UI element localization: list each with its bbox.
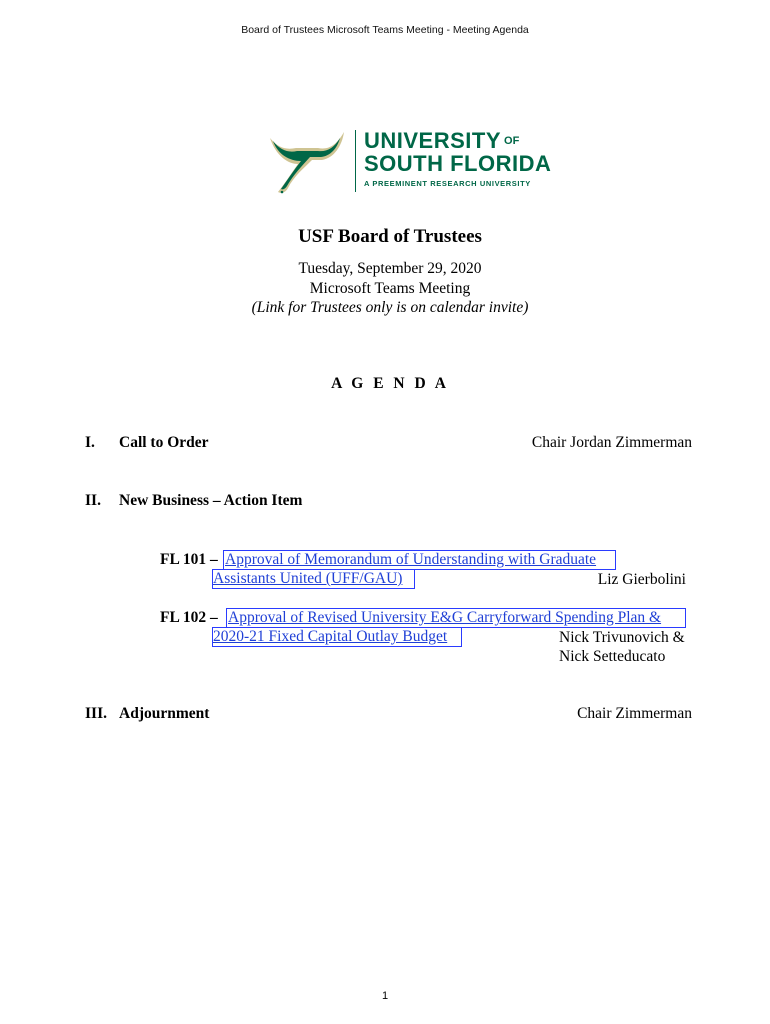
item-presenter-fl102-line1: Nick Trivunovich &	[559, 629, 685, 646]
logo-tagline: A PREEMINENT RESEARCH UNIVERSITY	[364, 179, 531, 188]
section-title-adjournment: Adjournment	[119, 705, 210, 722]
logo-university-text: UNIVERSITY	[364, 128, 502, 153]
item-link-fl101-line2[interactable]: Assistants United (UFF/GAU)	[213, 570, 403, 587]
logo-divider	[355, 130, 356, 192]
section-number: I.	[85, 434, 95, 451]
meeting-venue: Microsoft Teams Meeting	[309, 280, 471, 297]
running-header: Board of Trustees Microsoft Teams Meeting - Meeting Agenda	[241, 24, 529, 36]
section-number: II.	[85, 492, 101, 509]
agenda-heading: A G E N D A	[331, 375, 449, 392]
logo-of-text: OF	[504, 135, 520, 147]
bull-horns-logo-icon	[264, 124, 350, 198]
section-presenter: Chair Jordan Zimmerman	[531, 434, 692, 451]
section-title-new-business: New Business – Action Item	[119, 492, 303, 509]
meeting-note: (Link for Trustees only is on calendar invite)	[251, 299, 529, 316]
logo-wordmark	[364, 130, 551, 188]
item-presenter-fl102-line2: Nick Setteducato	[559, 648, 666, 665]
item-presenter-fl101: Liz Gierbolini	[597, 571, 686, 588]
item-code-fl102: FL 102 –	[160, 609, 218, 626]
item-link-fl101-line1[interactable]: Approval of Memorandum of Understanding with Graduate	[225, 551, 597, 568]
meeting-date: Tuesday, September 29, 2020	[298, 260, 482, 277]
section-presenter: Chair Zimmerman	[577, 705, 692, 722]
item-link-fl102-line1[interactable]: Approval of Revised University E&G Carryforward Spending Plan &	[228, 609, 662, 626]
item-link-fl102-line2[interactable]: 2020-21 Fixed Capital Outlay Budget	[213, 628, 448, 645]
item-code-fl101: FL 101 –	[160, 551, 218, 568]
usf-logo	[264, 124, 552, 198]
page-number: 1	[381, 990, 389, 1002]
logo-south-florida-text: SOUTH FLORIDA	[364, 151, 552, 176]
section-number: III.	[85, 705, 107, 722]
meeting-title: USF Board of Trustees	[298, 226, 482, 247]
section-title-call-to-order: Call to Order	[119, 434, 209, 451]
